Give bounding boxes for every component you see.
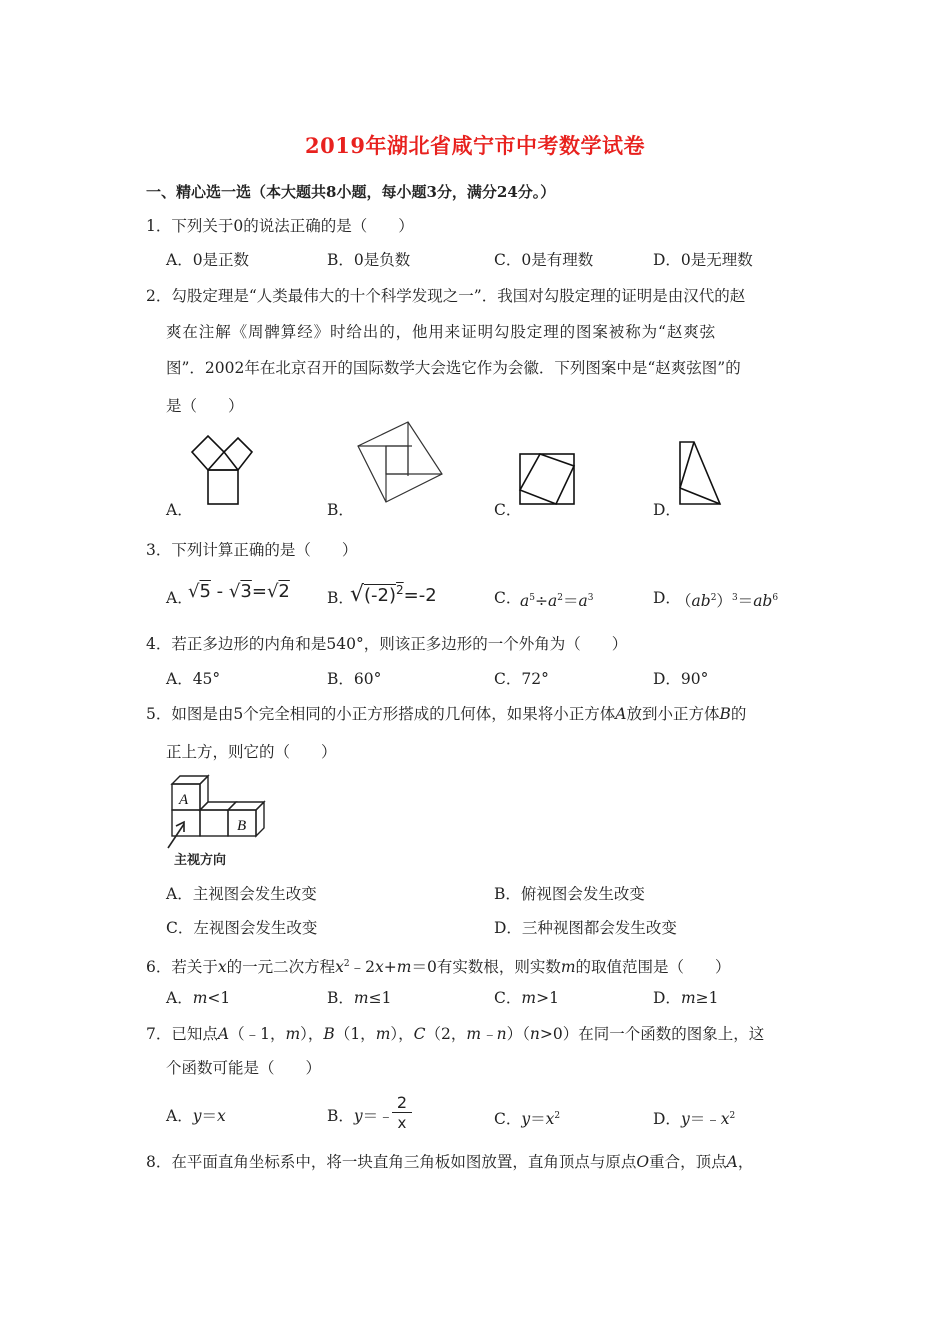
q7c-exp: 2: [554, 1111, 561, 1121]
question-5-line-1: [146, 704, 746, 724]
q6-option-c: [494, 988, 559, 1008]
q5-var-a: A: [615, 705, 627, 723]
question-1-stem: 1．下列关于0的说法正确的是（ ）: [146, 217, 414, 235]
q7d-y: y: [680, 1110, 690, 1129]
q7-var-n: n: [529, 1025, 540, 1043]
q7b-label: B．: [327, 1107, 354, 1125]
question-7-line-1: [146, 1024, 764, 1044]
q3a-radicand-3: 2: [278, 581, 290, 602]
q7-c-coord: （2，: [425, 1025, 467, 1043]
q4-option-c: C．72°: [494, 670, 549, 688]
q3-label-a: A．: [166, 589, 193, 607]
q7-b-close: ），: [390, 1025, 414, 1043]
cube-a-side: [200, 776, 208, 810]
view-direction-caption: 主视方向: [174, 853, 227, 868]
q6b-rel: ≤1: [368, 989, 392, 1007]
q3a-equals: =: [251, 581, 267, 602]
q3c-base-3: a: [578, 592, 588, 611]
q3d-equals: ＝: [737, 592, 754, 611]
q2-figure-a: [186, 428, 256, 508]
q6-option-b: [327, 988, 391, 1008]
cube-b-side: [256, 802, 264, 836]
q7d-exp: 2: [729, 1111, 736, 1121]
q7-b-m: m: [375, 1025, 391, 1043]
q3-label-d: D．: [653, 589, 681, 607]
q7a-eq: ＝: [201, 1107, 217, 1125]
q2-label-c: C．: [494, 501, 522, 519]
q6b-var: m: [353, 989, 369, 1007]
q3c-exp-3: 3: [587, 593, 594, 603]
q7c-y: y: [521, 1110, 531, 1129]
q6c-rel: >1: [536, 989, 559, 1007]
q2d-outer-shape: [680, 442, 720, 504]
q3b-rest: =-2: [403, 585, 437, 606]
q7b-y: y: [353, 1107, 363, 1125]
q8-text-3: ，: [737, 1153, 754, 1171]
q6-var-m: m: [560, 958, 576, 977]
q3d-exp-1: 2: [710, 593, 717, 603]
q2-figure-d: [676, 438, 724, 508]
question-7-line-2: 个函数可能是（ ）: [166, 1059, 322, 1077]
q6c-var: m: [521, 989, 537, 1007]
question-8-line-1: [146, 1152, 753, 1172]
q2c-inner-square: [520, 454, 574, 504]
question-3-stem: 3．下列计算正确的是（ ）: [146, 541, 358, 559]
cube-bottom-left: [172, 810, 200, 836]
cube-label-b: B: [237, 818, 247, 834]
q5-var-b: B: [719, 705, 731, 723]
q3-option-d-expr: [676, 588, 778, 611]
q7-option-a: [166, 1106, 226, 1126]
q3-option-b-expr: [350, 580, 437, 606]
q6-eq-m: m: [396, 958, 412, 977]
q2c-outer-square: [520, 454, 574, 504]
q7a-x: x: [216, 1107, 226, 1125]
question-2-line-3: 图”．2002年在北京召开的国际数学大会选它作为会徽．下列图案中是“赵爽弦图”的: [166, 359, 741, 377]
q7a-y: y: [192, 1107, 202, 1125]
q3c-base-1: a: [520, 592, 530, 611]
q6-var-x: x: [217, 958, 227, 977]
q2a-right-square: [224, 438, 252, 470]
q7-b-coord: （1，: [334, 1025, 376, 1043]
q7-condition: >0）在同一个函数的图象上，这: [539, 1025, 765, 1043]
q7c-label: C．: [494, 1110, 522, 1129]
q8-var-o: O: [636, 1153, 650, 1171]
q3d-base-2: ab: [753, 592, 773, 611]
q7-a-close: ），: [300, 1025, 324, 1043]
q3-option-a-expr: [188, 582, 290, 602]
q7-option-d: [653, 1106, 735, 1129]
q6-text-4: 的取值范围是（ ）: [575, 958, 731, 977]
q7-point-c: C: [413, 1025, 426, 1043]
q5-option-a: A．主视图会发生改变: [166, 885, 317, 903]
q6-eq-x2: x: [375, 958, 384, 977]
q3c-divide: ÷: [534, 592, 548, 611]
q7-text-1: 7．已知点: [146, 1025, 218, 1043]
q7b-denominator: x: [397, 1114, 407, 1132]
q7b-fraction: [392, 1094, 412, 1133]
q6a-rel: <1: [207, 989, 231, 1007]
q3d-open-paren: （: [676, 592, 692, 611]
q6-eq-plus: +: [383, 958, 397, 977]
q7d-x: x: [720, 1110, 730, 1129]
q3d-exp-2: 3: [731, 593, 738, 603]
q6d-label: D．: [653, 989, 681, 1007]
q6-text-1: 6．若关于: [146, 958, 218, 977]
q7-option-c: [494, 1106, 560, 1129]
radical-icon: √: [266, 581, 279, 602]
radical-icon: √: [350, 582, 365, 607]
q3b-radicand: [364, 585, 404, 606]
question-2-line-4: 是（ ）: [166, 397, 244, 415]
q5-cube-figure: [164, 772, 276, 870]
q4-option-b: B．60°: [327, 670, 382, 688]
q3d-base-1: ab: [691, 592, 711, 611]
q6b-label: B．: [327, 989, 354, 1007]
q7-point-b: B: [323, 1025, 335, 1043]
q1-option-a: A．0是正数: [166, 251, 250, 269]
q6-eq-exp: 2: [343, 959, 350, 969]
q7c-x: x: [545, 1110, 555, 1129]
q7d-eq: ＝﹣: [689, 1110, 721, 1129]
q8-var-a: A: [726, 1153, 738, 1171]
q3c-base-2: a: [547, 592, 558, 611]
q7b-numerator: 2: [392, 1094, 412, 1113]
q4-option-a: A．45°: [166, 670, 221, 688]
q6-text-2: 的一元二次方程: [226, 958, 336, 977]
q3b-inner: (-2): [364, 585, 397, 606]
question-4-stem: 4．若正多边形的内角和是540°，则该正多边形的一个外角为（ ）: [146, 635, 628, 653]
q3c-exp-1: 5: [529, 593, 535, 603]
q5-option-d: D．三种视图都会发生改变: [494, 919, 677, 937]
radical-icon: √: [188, 581, 200, 602]
q7-point-a: A: [217, 1025, 230, 1043]
q6d-var: m: [680, 989, 696, 1007]
section-heading: 一、精心选一选（本大题共8小题，每小题3分，满分24分。）: [146, 183, 556, 201]
question-6-stem: [146, 954, 731, 977]
q6-text-3: ＝0有实数根，则实数: [411, 958, 561, 977]
cube-a-top: [172, 776, 208, 784]
q3d-exp-3: 6: [772, 593, 779, 603]
q4-option-d: D．90°: [653, 670, 709, 688]
q7a-label: A．: [166, 1107, 193, 1125]
q3a-radicand-1: 5: [199, 581, 211, 602]
q6-option-d: [653, 988, 719, 1008]
q3d-close-paren: ）: [716, 592, 732, 611]
q2-label-b: B．: [327, 501, 354, 519]
q5-text-a: 5．如图是由5个完全相同的小正方形搭成的几何体，如果将小正方体: [146, 705, 616, 723]
radical-icon: √: [228, 581, 241, 602]
q5-text-c: 的: [730, 705, 747, 723]
q6-eq-mid: ﹣2: [349, 958, 375, 977]
q1-option-b: B．0是负数: [327, 251, 411, 269]
q5-option-c: C．左视图会发生改变: [166, 919, 318, 937]
question-5-line-2: 正上方，则它的（ ）: [166, 743, 337, 761]
question-2-line-1: 2．勾股定理是“人类最伟大的十个科学发现之一”．我国对勾股定理的证明是由汉代的赵: [146, 287, 746, 305]
q2-label-d: D．: [653, 501, 681, 519]
q2a-left-square: [192, 436, 224, 470]
q7-a-m: m: [285, 1025, 301, 1043]
q6d-rel: ≥1: [695, 989, 719, 1007]
q3b-exponent: 2: [396, 583, 404, 597]
q7-option-b: [327, 1106, 394, 1126]
q3a-radicand-2: 3: [240, 581, 252, 602]
q8-text-1: 8．在平面直角坐标系中，将一块直角三角板如图放置，直角顶点与原点: [146, 1153, 637, 1171]
q2-figure-b: [352, 418, 448, 508]
q6-option-a: [166, 988, 230, 1008]
q3-label-b: B．: [327, 589, 354, 607]
q6a-var: m: [192, 989, 208, 1007]
q7c-eq: ＝: [530, 1110, 546, 1129]
q8-text-2: 重合，顶点: [649, 1153, 727, 1171]
page-title: 2019年湖北省咸宁市中考数学试卷: [305, 133, 645, 158]
cube-bottom-middle: [200, 810, 228, 836]
cube-label-a: A: [179, 792, 189, 808]
q1-option-d: D．0是无理数: [653, 251, 753, 269]
q2-figure-c: [516, 452, 578, 508]
q7b-eq: ＝﹣: [362, 1107, 394, 1125]
q7-c-close: ）（: [506, 1025, 530, 1043]
question-2-line-2: 爽在注解《周髀算经》时给出的，他用来证明勾股定理的图案被称为“赵爽弦: [166, 323, 717, 341]
q5-text-b: 放到小正方体: [626, 705, 720, 723]
q7-a-coord: （﹣1，: [229, 1025, 286, 1043]
q3c-exp-2: 2: [557, 593, 563, 603]
q6-eq-x: x: [335, 958, 344, 977]
q2-label-a: A．: [166, 501, 193, 519]
q2b-outer-square: [358, 422, 442, 502]
q2a-bottom-square: [208, 470, 238, 504]
q7-c-expr: m﹣n: [466, 1025, 507, 1043]
q3c-equals: ＝: [562, 592, 579, 611]
q1-option-c: C．0是有理数: [494, 251, 594, 269]
q3-label-c: C．: [494, 589, 522, 607]
q3a-minus: -: [216, 581, 224, 602]
q7d-label: D．: [653, 1110, 681, 1129]
q6a-label: A．: [166, 989, 193, 1007]
q6c-label: C．: [494, 989, 522, 1007]
q3-option-c-expr: [520, 588, 593, 611]
q5-option-b: B．俯视图会发生改变: [494, 885, 645, 903]
